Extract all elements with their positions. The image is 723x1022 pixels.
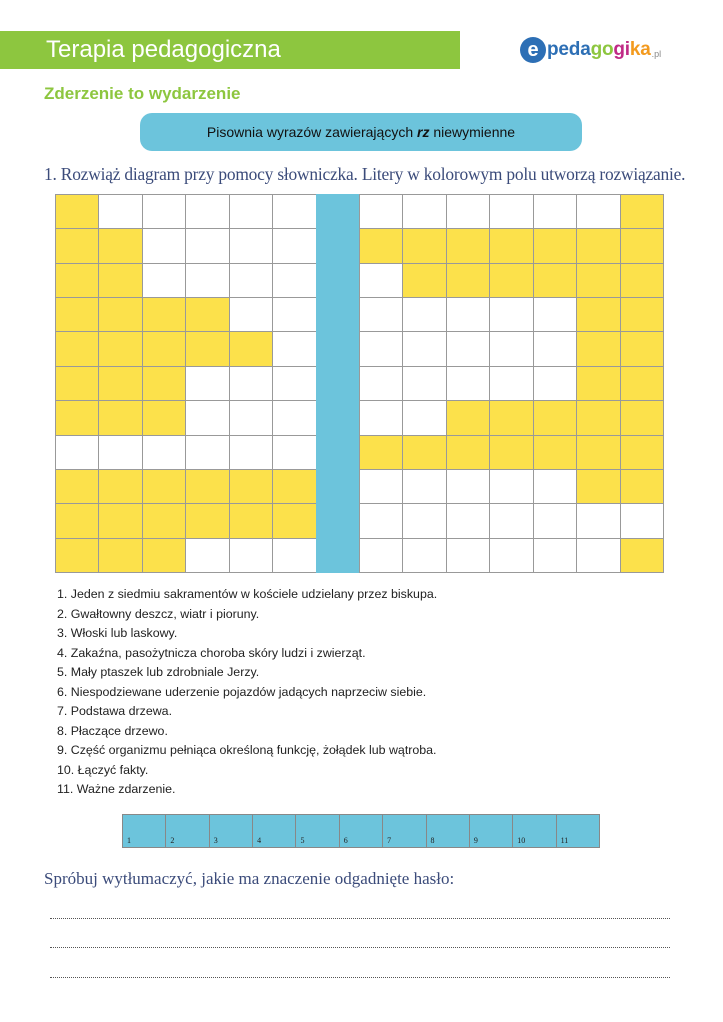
letter-cell[interactable] bbox=[489, 503, 533, 538]
header-title: Terapia pedagogiczna bbox=[46, 36, 281, 63]
answer-cell[interactable] bbox=[470, 814, 513, 848]
letter-cell[interactable] bbox=[402, 331, 446, 366]
filled-cell bbox=[55, 503, 99, 538]
letter-cell[interactable] bbox=[533, 469, 577, 504]
letter-cell[interactable] bbox=[272, 263, 316, 298]
filled-cell bbox=[55, 538, 99, 573]
letter-cell[interactable] bbox=[185, 400, 229, 435]
filled-cell bbox=[55, 366, 99, 401]
letter-cell[interactable] bbox=[576, 538, 620, 573]
letter-cell[interactable] bbox=[489, 194, 533, 229]
letter-cell[interactable] bbox=[359, 538, 403, 573]
filled-cell bbox=[142, 366, 186, 401]
letter-cell[interactable] bbox=[533, 297, 577, 332]
letter-cell[interactable] bbox=[489, 297, 533, 332]
solution-cell[interactable] bbox=[316, 228, 360, 263]
letter-cell[interactable] bbox=[402, 469, 446, 504]
filled-cell bbox=[402, 435, 446, 470]
letter-cell[interactable] bbox=[402, 366, 446, 401]
filled-cell bbox=[272, 503, 316, 538]
filled-cell bbox=[98, 297, 142, 332]
letter-cell[interactable] bbox=[142, 263, 186, 298]
answer-cell-number: 5 bbox=[300, 836, 305, 845]
letter-cell[interactable] bbox=[142, 228, 186, 263]
letter-cell[interactable] bbox=[489, 366, 533, 401]
letter-cell[interactable] bbox=[446, 503, 490, 538]
letter-cell[interactable] bbox=[446, 194, 490, 229]
filled-cell bbox=[185, 297, 229, 332]
answer-cell-number: 10 bbox=[517, 836, 526, 845]
filled-cell bbox=[229, 469, 273, 504]
logo-letter: e bbox=[558, 39, 569, 60]
subtitle: Zderzenie to wydarzenie bbox=[44, 84, 241, 103]
logo-letter: a bbox=[640, 39, 651, 60]
filled-cell bbox=[185, 331, 229, 366]
clue-item: 7. Podstawa drzewa. bbox=[57, 704, 173, 718]
solution-cell[interactable] bbox=[316, 263, 360, 298]
filled-cell bbox=[142, 469, 186, 504]
letter-cell[interactable] bbox=[142, 194, 186, 229]
letter-cell[interactable] bbox=[402, 194, 446, 229]
instruction: 1. Rozwiąż diagram przy pomocy słowniczka. Litery w kolorowym polu utworzą rozwiązanie. bbox=[44, 164, 686, 184]
letter-cell[interactable] bbox=[229, 366, 273, 401]
logo-letter: i bbox=[624, 39, 630, 60]
filled-cell bbox=[489, 435, 533, 470]
letter-cell[interactable] bbox=[446, 366, 490, 401]
solution-cell[interactable] bbox=[316, 538, 360, 573]
filled-cell bbox=[98, 228, 142, 263]
filled-cell bbox=[576, 228, 620, 263]
filled-cell bbox=[142, 400, 186, 435]
letter-cell[interactable] bbox=[272, 228, 316, 263]
answer-cell[interactable] bbox=[340, 814, 383, 848]
filled-cell bbox=[446, 435, 490, 470]
clue-item: 8. Płaczące drzewo. bbox=[57, 723, 168, 738]
letter-cell[interactable] bbox=[359, 400, 403, 435]
filled-cell bbox=[229, 331, 273, 366]
letter-cell[interactable] bbox=[185, 228, 229, 263]
answer-cell-number: 11 bbox=[560, 836, 569, 845]
filled-cell bbox=[576, 435, 620, 470]
letter-cell[interactable] bbox=[185, 194, 229, 229]
letter-cell[interactable] bbox=[359, 331, 403, 366]
filled-cell bbox=[55, 228, 99, 263]
clue-item: 9. Część organizmu pełniąca określoną funkcję, żołądek lub wątroba. bbox=[57, 743, 437, 757]
filled-cell bbox=[620, 538, 664, 573]
letter-cell[interactable] bbox=[359, 263, 403, 298]
filled-cell bbox=[98, 263, 142, 298]
clue-item: 5. Mały ptaszek lub zdrobniale Jerzy. bbox=[57, 665, 260, 679]
letter-cell[interactable] bbox=[620, 503, 664, 538]
answer-cell-number: 2 bbox=[170, 836, 175, 845]
letter-cell[interactable] bbox=[359, 469, 403, 504]
answer-cell[interactable] bbox=[253, 814, 296, 848]
clue-list bbox=[57, 585, 437, 800]
filled-cell bbox=[620, 331, 664, 366]
filled-cell bbox=[620, 228, 664, 263]
filled-cell bbox=[359, 435, 403, 470]
answer-cell-number: 3 bbox=[213, 836, 218, 845]
logo-letter: a bbox=[580, 39, 591, 60]
clue-item: 4. Zakaźna, pasożytnicza choroba skóry ludzi i zwierząt. bbox=[57, 645, 366, 660]
filled-cell bbox=[98, 538, 142, 573]
letter-cell[interactable] bbox=[229, 228, 273, 263]
letter-cell[interactable] bbox=[533, 194, 577, 229]
filled-cell bbox=[142, 538, 186, 573]
clue-item: 11. Ważne zdarzenie. bbox=[57, 782, 176, 796]
filled-cell bbox=[402, 263, 446, 298]
filled-cell bbox=[620, 297, 664, 332]
filled-cell bbox=[446, 228, 490, 263]
filled-cell bbox=[576, 469, 620, 504]
letter-cell[interactable] bbox=[229, 297, 273, 332]
filled-cell bbox=[55, 263, 99, 298]
letter-cell[interactable] bbox=[272, 435, 316, 470]
clue-item: 3. Włoski lub laskowy. bbox=[57, 626, 178, 640]
logo-letter: p bbox=[547, 39, 559, 60]
logo-letter: d bbox=[568, 39, 581, 60]
letter-cell[interactable] bbox=[359, 503, 403, 538]
letter-cell[interactable] bbox=[446, 297, 490, 332]
filled-cell bbox=[446, 400, 490, 435]
answer-line[interactable] bbox=[50, 918, 670, 919]
solution-cell[interactable] bbox=[316, 194, 360, 229]
filled-cell bbox=[98, 400, 142, 435]
letter-cell[interactable] bbox=[142, 435, 186, 470]
clue-item: 6. Niespodziewane uderzenie pojazdów jadących naprzeciw siebie. bbox=[57, 684, 427, 699]
crossword-grid bbox=[55, 194, 663, 572]
filled-cell bbox=[359, 228, 403, 263]
filled-cell bbox=[446, 263, 490, 298]
clue-item: 1. Jeden z siedmiu sakramentów w kościele udzielany przez biskupa. bbox=[57, 587, 438, 601]
letter-cell[interactable] bbox=[446, 469, 490, 504]
filled-cell bbox=[620, 435, 664, 470]
letter-cell[interactable] bbox=[229, 538, 273, 573]
logo-e-icon: e bbox=[520, 37, 546, 63]
filled-cell bbox=[576, 263, 620, 298]
answer-cell[interactable] bbox=[383, 814, 426, 848]
answer-cell[interactable] bbox=[122, 814, 166, 848]
answer-cell[interactable] bbox=[513, 814, 556, 848]
topic-emphasis: rz bbox=[417, 124, 430, 140]
logo-letter: o bbox=[601, 39, 614, 60]
filled-cell bbox=[272, 469, 316, 504]
filled-cell bbox=[98, 366, 142, 401]
letter-cell[interactable] bbox=[272, 194, 316, 229]
filled-cell bbox=[229, 503, 273, 538]
letter-cell[interactable] bbox=[402, 538, 446, 573]
filled-cell bbox=[533, 435, 577, 470]
letter-cell[interactable] bbox=[185, 263, 229, 298]
logo-letter: k bbox=[629, 39, 641, 60]
letter-cell[interactable] bbox=[402, 503, 446, 538]
letter-cell[interactable] bbox=[359, 297, 403, 332]
filled-cell bbox=[185, 503, 229, 538]
answer-cell-number: 9 bbox=[473, 836, 478, 845]
answer-cell-number: 8 bbox=[430, 836, 435, 845]
answer-cell[interactable] bbox=[557, 814, 600, 848]
answer-cell-number: 6 bbox=[343, 836, 348, 845]
logo-tld: .pl bbox=[651, 49, 662, 59]
letter-cell[interactable] bbox=[98, 435, 142, 470]
solution-cell[interactable] bbox=[316, 366, 360, 401]
filled-cell bbox=[142, 503, 186, 538]
filled-cell bbox=[142, 331, 186, 366]
filled-cell bbox=[576, 331, 620, 366]
letter-cell[interactable] bbox=[446, 538, 490, 573]
letter-cell[interactable] bbox=[272, 297, 316, 332]
filled-cell bbox=[489, 228, 533, 263]
filled-cell bbox=[620, 469, 664, 504]
solution-cell[interactable] bbox=[316, 331, 360, 366]
letter-cell[interactable] bbox=[229, 400, 273, 435]
filled-cell bbox=[489, 263, 533, 298]
topic-text-before: Pisownia wyrazów zawierających bbox=[206, 124, 417, 140]
filled-cell bbox=[620, 194, 664, 229]
filled-cell bbox=[489, 400, 533, 435]
letter-cell[interactable] bbox=[272, 400, 316, 435]
letter-cell[interactable] bbox=[359, 366, 403, 401]
letter-cell[interactable] bbox=[533, 503, 577, 538]
filled-cell bbox=[402, 228, 446, 263]
answer-cell[interactable] bbox=[296, 814, 339, 848]
letter-cell[interactable] bbox=[272, 538, 316, 573]
filled-cell bbox=[533, 263, 577, 298]
logo-letter: g bbox=[590, 39, 602, 60]
letter-cell[interactable] bbox=[402, 297, 446, 332]
letter-cell[interactable] bbox=[229, 263, 273, 298]
answer-cell[interactable] bbox=[427, 814, 470, 848]
letter-cell[interactable] bbox=[359, 194, 403, 229]
solution-cell[interactable] bbox=[316, 503, 360, 538]
letter-cell[interactable] bbox=[98, 194, 142, 229]
filled-cell bbox=[55, 297, 99, 332]
letter-cell[interactable] bbox=[402, 400, 446, 435]
clue-item: 10. Łączyć fakty. bbox=[57, 762, 149, 777]
filled-cell bbox=[576, 366, 620, 401]
filled-cell bbox=[55, 194, 99, 229]
letter-cell[interactable] bbox=[576, 194, 620, 229]
answer-row bbox=[122, 814, 600, 848]
letter-cell[interactable] bbox=[185, 366, 229, 401]
explain-prompt: Spróbuj wytłumaczyć, jakie ma znaczenie odgadnięte hasło: bbox=[44, 869, 455, 888]
letter-cell[interactable] bbox=[489, 331, 533, 366]
letter-cell[interactable] bbox=[576, 503, 620, 538]
letter-cell[interactable] bbox=[229, 435, 273, 470]
answer-line[interactable] bbox=[50, 947, 670, 948]
solution-cell[interactable] bbox=[316, 400, 360, 435]
filled-cell bbox=[55, 400, 99, 435]
filled-cell bbox=[98, 331, 142, 366]
answer-cell[interactable] bbox=[210, 814, 253, 848]
filled-cell bbox=[620, 263, 664, 298]
filled-cell bbox=[620, 400, 664, 435]
epedagogika-logo bbox=[520, 34, 661, 66]
filled-cell bbox=[533, 228, 577, 263]
letter-cell[interactable] bbox=[446, 331, 490, 366]
answer-cell-number: 1 bbox=[127, 836, 131, 845]
solution-cell[interactable] bbox=[316, 297, 360, 332]
answer-cell[interactable] bbox=[166, 814, 209, 848]
filled-cell bbox=[576, 400, 620, 435]
clue-item: 2. Gwałtowny deszcz, wiatr i pioruny. bbox=[57, 606, 260, 621]
filled-cell bbox=[55, 469, 99, 504]
answer-line[interactable] bbox=[50, 977, 670, 978]
letter-cell[interactable] bbox=[185, 435, 229, 470]
letter-cell[interactable] bbox=[55, 435, 99, 470]
filled-cell bbox=[533, 400, 577, 435]
filled-cell bbox=[98, 469, 142, 504]
letter-cell[interactable] bbox=[185, 538, 229, 573]
filled-cell bbox=[185, 469, 229, 504]
letter-cell[interactable] bbox=[272, 331, 316, 366]
letter-cell[interactable] bbox=[533, 331, 577, 366]
letter-cell[interactable] bbox=[229, 194, 273, 229]
filled-cell bbox=[55, 331, 99, 366]
solution-cell[interactable] bbox=[316, 469, 360, 504]
letter-cell[interactable] bbox=[533, 366, 577, 401]
answer-cell-number: 7 bbox=[387, 836, 392, 845]
topic-pill bbox=[140, 113, 582, 151]
filled-cell bbox=[620, 366, 664, 401]
filled-cell bbox=[98, 503, 142, 538]
logo-letter: g bbox=[613, 39, 625, 60]
letter-cell[interactable] bbox=[489, 469, 533, 504]
logo-wordmark bbox=[547, 39, 651, 61]
solution-cell[interactable] bbox=[316, 435, 360, 470]
topic-text-after: niewymienne bbox=[429, 124, 516, 140]
letter-cell[interactable] bbox=[533, 538, 577, 573]
filled-cell bbox=[142, 297, 186, 332]
filled-cell bbox=[576, 297, 620, 332]
answer-cell-number: 4 bbox=[257, 836, 262, 845]
letter-cell[interactable] bbox=[272, 366, 316, 401]
letter-cell[interactable] bbox=[489, 538, 533, 573]
